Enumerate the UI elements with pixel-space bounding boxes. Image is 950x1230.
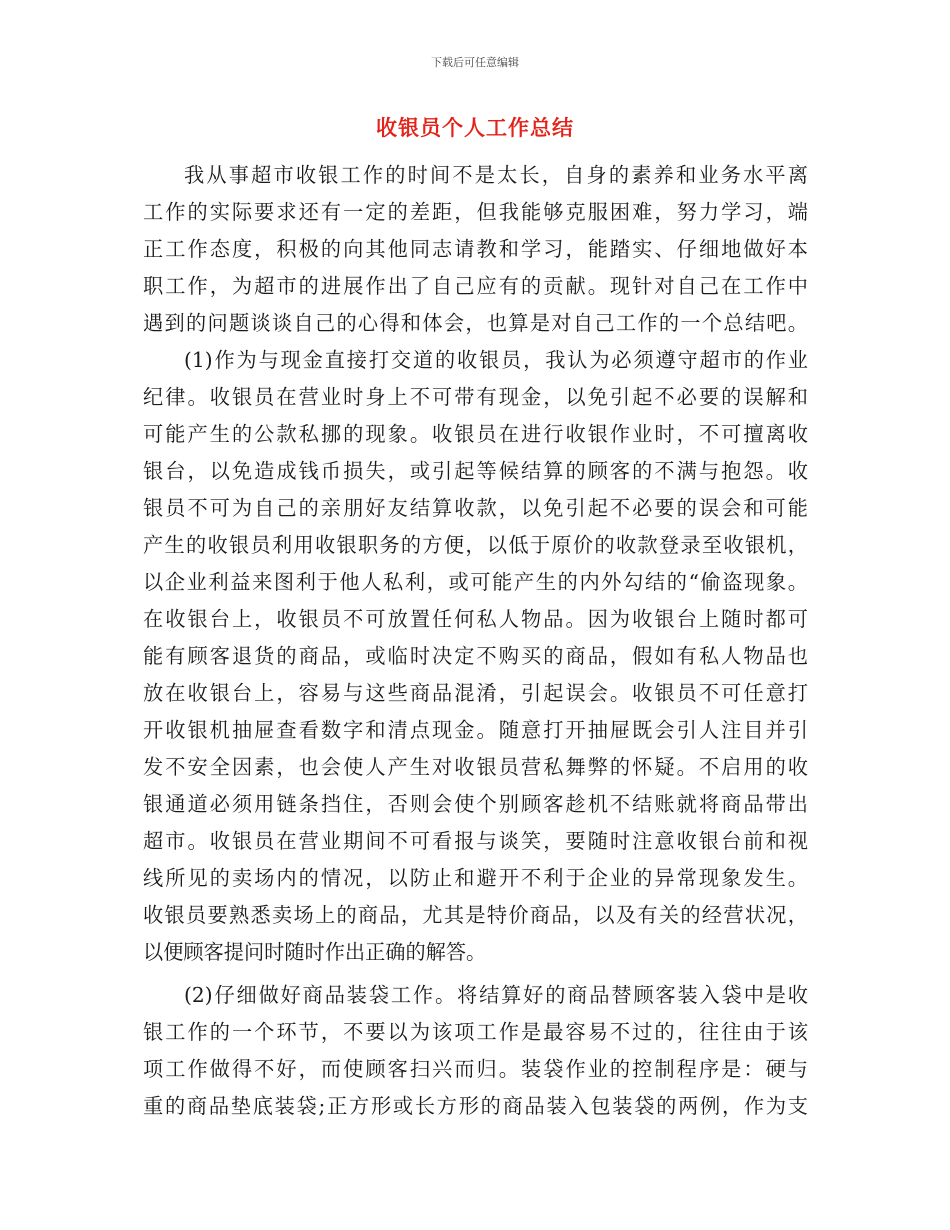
document-title: 收银员个人工作总结 <box>376 116 574 140</box>
paragraph-1-line-3: 正工作态度，积极的向其他同志请教和学习，能踏实、仔细地做好本 <box>143 237 808 261</box>
paragraph-2-line-5: 银员不可为自己的亲朋好友结算收款，以免引起不必要的误会和可能 <box>143 496 808 520</box>
header-note: 下载后可任意编辑 <box>431 56 519 69</box>
paragraph-2-line-11: 开收银机抽屉查看数字和清点现金。随意打开抽屉既会引人注目并引 <box>143 718 808 742</box>
paragraph-2-line-4: 银台，以免造成钱币损失，或引起等候结算的顾客的不满与抱怨。收 <box>143 459 808 483</box>
paragraph-2-line-12: 发不安全因素，也会使人产生对收银员营私舞弊的怀疑。不启用的收 <box>143 755 808 779</box>
paragraph-2-line-2: 纪律。收银员在营业时身上不可带有现金，以免引起不必要的误解和 <box>143 385 808 409</box>
paragraph-2-line-3: 可能产生的公款私挪的现象。收银员在进行收银作业时，不可擅离收 <box>143 422 808 446</box>
paragraph-1-line-2: 工作的实际要求还有一定的差距，但我能够克服困难，努力学习，端 <box>143 200 808 224</box>
paragraph-1-line-4: 职工作，为超市的进展作出了自己应有的贡献。现针对自己在工作中 <box>143 274 808 298</box>
paragraph-1-line-5: 遇到的问题谈谈自己的心得和体会，也算是对自己工作的一个总结吧。 <box>143 311 808 335</box>
paragraph-2-line-7: 以企业利益来图利于他人私利，或可能产生的内外勾结的“偷盗现象。 <box>143 570 808 594</box>
paragraph-3-line-3: 项工作做得不好，而使顾客扫兴而归。装袋作业的控制程序是：硬与 <box>143 1057 808 1081</box>
document-body <box>143 157 808 1125</box>
paragraph-2-line-10: 放在收银台上，容易与这些商品混淆，引起误会。收银员不可任意打 <box>143 681 808 705</box>
paragraph-2-line-1: (1)作为与现金直接打交道的收银员，我认为必须遵守超市的作业 <box>184 348 808 372</box>
paragraph-3-line-2: 银工作的一个环节，不要以为该项工作是最容易不过的，往往由于该 <box>143 1020 808 1044</box>
paragraph-2-line-6: 产生的收银员利用收银职务的方便，以低于原价的收款登录至收银机， <box>143 533 808 557</box>
paragraph-1-line-1: 我从事超市收银工作的时间不是太长，自身的素养和业务水平离 <box>184 163 808 187</box>
paragraph-2-line-13: 银通道必须用链条挡住，否则会使个别顾客趁机不结账就将商品带出 <box>143 792 808 816</box>
paragraph-2-line-17: 以便顾客提问时随时作出正确的解答。 <box>143 940 487 964</box>
paragraph-3-line-1: (2)仔细做好商品装袋工作。将结算好的商品替顾客装入袋中是收 <box>184 983 808 1007</box>
paragraph-2-line-15: 线所见的卖场内的情况，以防止和避开不利于企业的异常现象发生。 <box>143 866 808 890</box>
paragraph-2-line-14: 超市。收银员在营业期间不可看报与谈笑，要随时注意收银台前和视 <box>143 829 808 853</box>
paragraph-2-line-16: 收银员要熟悉卖场上的商品，尤其是特价商品，以及有关的经营状况， <box>143 903 808 927</box>
paragraph-2-line-9: 能有顾客退货的商品，或临时决定不购买的商品，假如有私人物品也 <box>143 644 808 668</box>
paragraph-3-line-4: 重的商品垫底装袋;正方形或长方形的商品装入包装袋的两例，作为支 <box>143 1094 808 1118</box>
paragraph-2-line-8: 在收银台上，收银员不可放置任何私人物品。因为收银台上随时都可 <box>143 607 808 631</box>
